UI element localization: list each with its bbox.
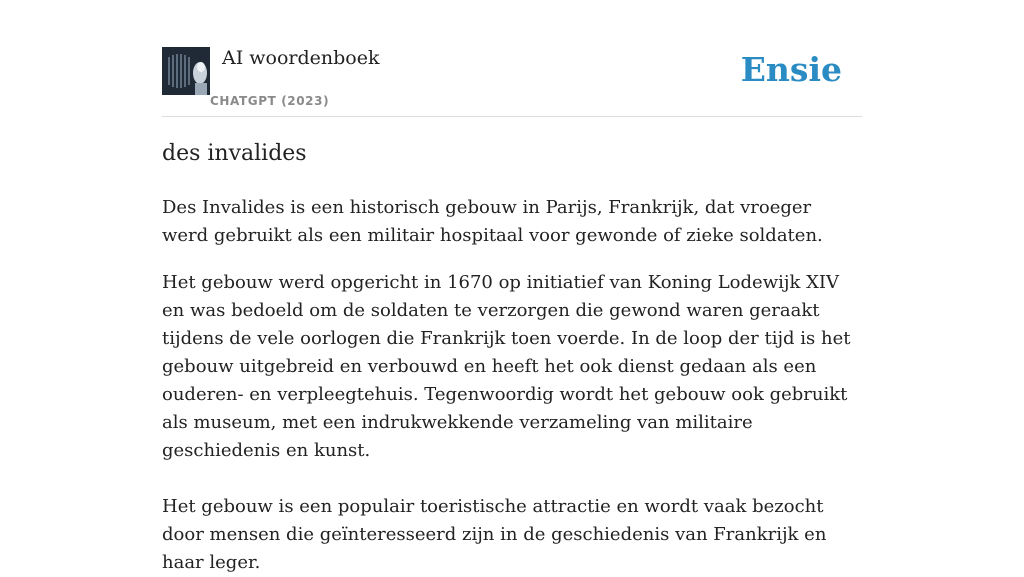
- entry-paragraph: Het gebouw werd opgericht in 1670 op initiatief van Koning Lodewijk XIV en was bedoeld om de soldaten te verzorgen die gewond waren geraakt tijdens de vele oorlogen die Frankrijk toen voerde. In de loop der tijd is het gebouw uitgebreid en verbouwd en heeft het ook dienst gedaan als een ouderen- en verpleegtehuis. Tegenwoordig wordt het gebouw ook gebruikt als museum, met een indrukwekkende verzameling van militaire geschiedenis en kunst.: [162, 272, 851, 461]
- entry-term: des invalides: [162, 141, 307, 166]
- ai-robot-avatar-icon[interactable]: [162, 47, 210, 95]
- entry-paragraph: Des Invalides is een historisch gebouw in Parijs, Frankrijk, dat vroeger werd gebruikt als een militair hospitaal voor gewonde of zieke soldaten.: [162, 197, 823, 246]
- entry-paragraph: Het gebouw is een populair toeristische attractie en wordt vaak bezocht door mensen die geïnteresseerd zijn in de geschiedenis van Frankrijk en haar leger.: [162, 496, 827, 573]
- dictionary-source: CHATGPT (2023): [210, 94, 330, 108]
- entry-content: [162, 138, 862, 577]
- dictionary-header: [162, 44, 862, 117]
- ensie-logo-link[interactable]: Ensie: [740, 50, 842, 89]
- dictionary-name[interactable]: AI woordenboek: [222, 47, 380, 69]
